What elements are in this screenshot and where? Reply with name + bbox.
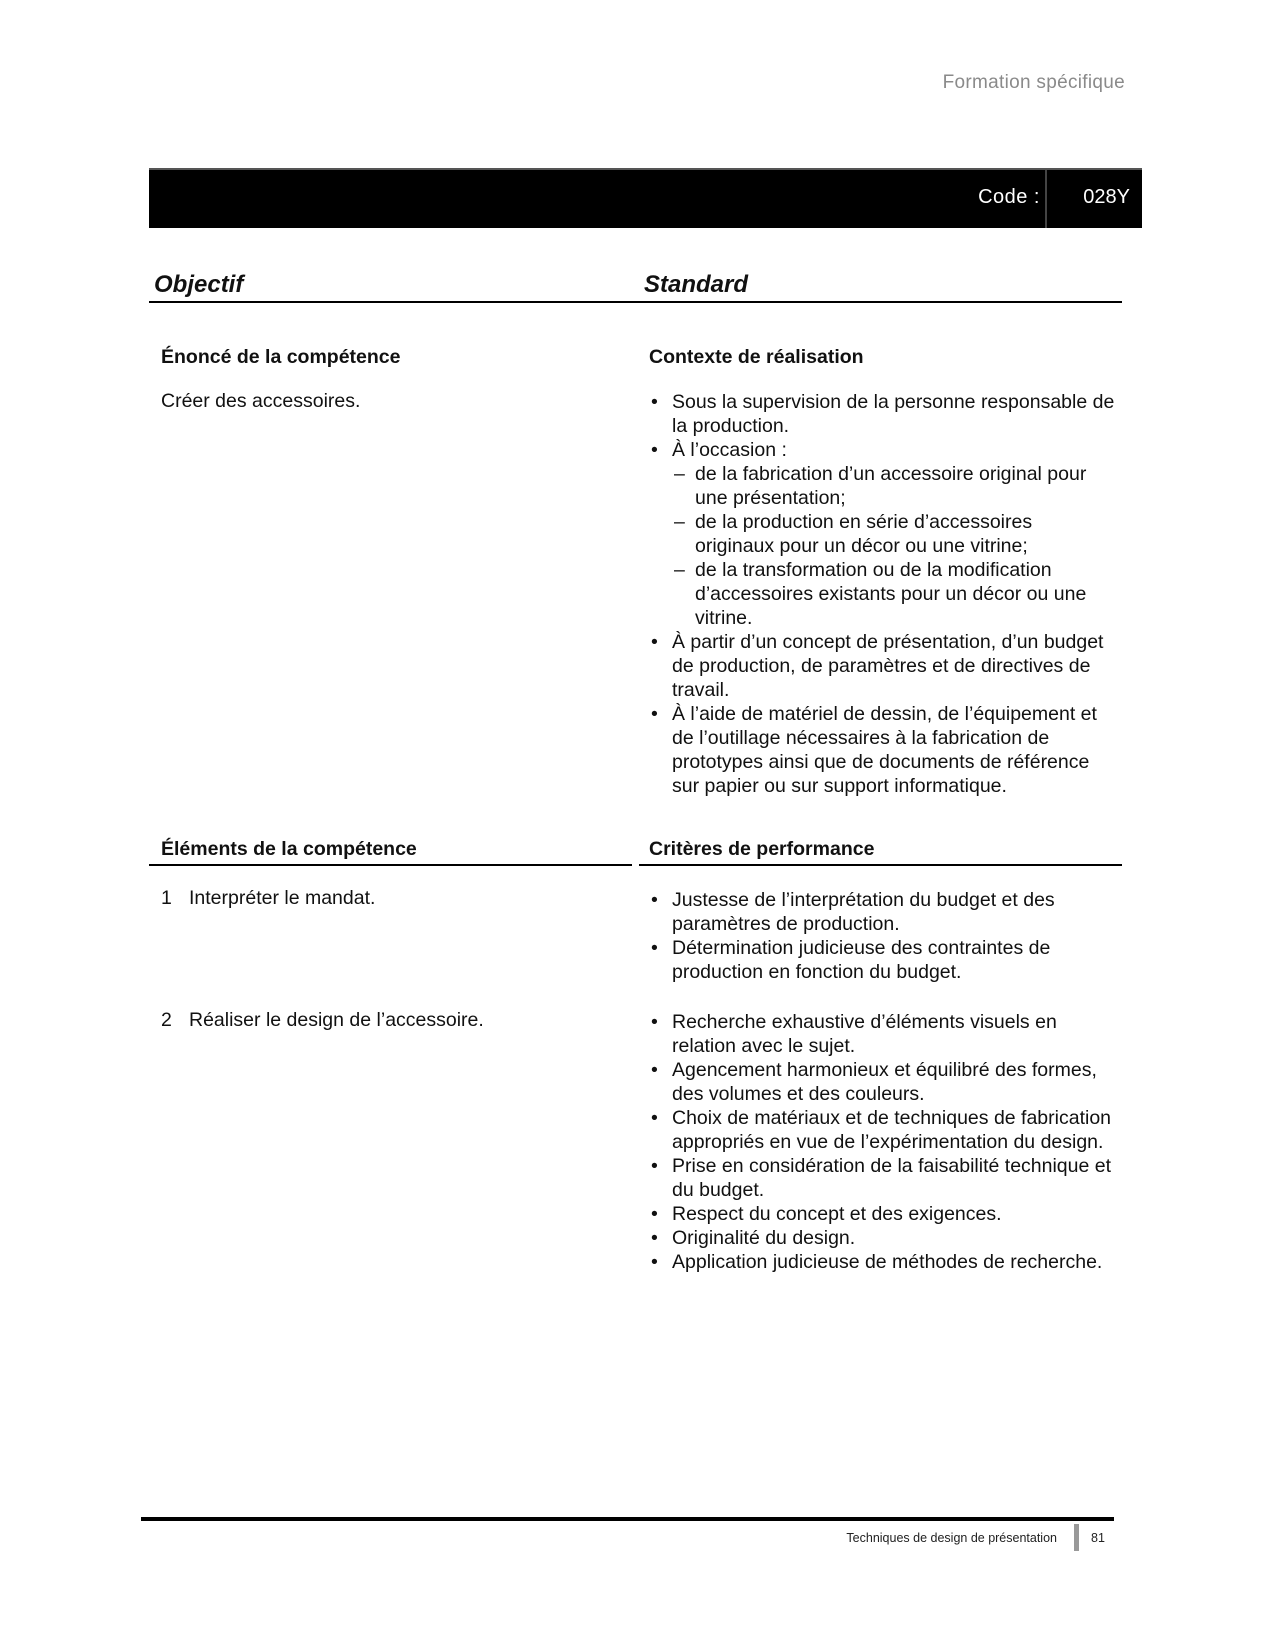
heading-rule — [149, 301, 1122, 303]
contexte-item: • À l’aide de matériel de dessin, de l’équipement et de l’outillage nécessaires à la fabrication de prototypes ainsi que de documents de référence sur papier ou sur support informatique. — [649, 702, 1115, 798]
criteres-heading: Critères de performance — [649, 838, 875, 860]
enonce-heading: Énoncé de la compétence — [161, 346, 401, 368]
contexte-item-label: À l’occasion : — [672, 439, 787, 461]
critere-item: • Respect du concept et des exigences. — [649, 1202, 1115, 1226]
elements-heading: Éléments de la compétence — [161, 838, 417, 860]
contexte-list — [649, 390, 1115, 798]
contexte-subitem: – de la production en série d’accessoires originaux pour un décor ou une vitrine; — [672, 510, 1115, 558]
element-item — [161, 887, 375, 910]
section-header: Formation spécifique — [942, 72, 1125, 93]
code-bar — [149, 168, 1142, 228]
critere-item: • Application judicieuse de méthodes de recherche. — [649, 1250, 1115, 1274]
criteres-rule — [639, 864, 1122, 866]
contexte-item: • Sous la supervision de la personne responsable de la production. — [649, 390, 1115, 438]
code-label: Code : — [978, 186, 1040, 208]
critere-item: • Recherche exhaustive d’éléments visuels en relation avec le sujet. — [649, 1010, 1115, 1058]
critere-item: • Détermination judicieuse des contraintes de production en fonction du budget. — [649, 936, 1115, 984]
critere-item: • Justesse de l’interprétation du budget et des paramètres de production. — [649, 888, 1115, 936]
page-number: 81 — [1091, 1531, 1105, 1545]
objectif-heading: Objectif — [154, 271, 244, 298]
critere-item: • Originalité du design. — [649, 1226, 1115, 1250]
code-separator — [1045, 170, 1047, 228]
contexte-item — [649, 438, 1115, 630]
critere-item: • Agencement harmonieux et équilibré des formes, des volumes et des couleurs. — [649, 1058, 1115, 1106]
code-value: 028Y — [1083, 186, 1130, 208]
enonce-text: Créer des accessoires. — [161, 390, 361, 412]
footer-rule — [141, 1517, 1114, 1521]
element-item — [161, 1009, 484, 1032]
element-text: Réaliser le design de l’accessoire. — [189, 1009, 484, 1031]
criteres-list-1 — [649, 888, 1115, 984]
standard-heading: Standard — [644, 271, 749, 298]
contexte-subitem: – de la transformation ou de la modification d’accessoires existants pour un décor ou une vitrine. — [672, 558, 1115, 630]
contexte-heading: Contexte de réalisation — [649, 346, 864, 368]
criteres-list-2 — [649, 1010, 1115, 1274]
footer-title: Techniques de design de présentation — [846, 1531, 1057, 1545]
critere-item: • Choix de matériaux et de techniques de fabrication appropriés en vue de l’expérimentation du design. — [649, 1106, 1115, 1154]
critere-item: • Prise en considération de la faisabilité technique et du budget. — [649, 1154, 1115, 1202]
contexte-subitem: – de la fabrication d’un accessoire original pour une présentation; — [672, 462, 1115, 510]
element-text: Interpréter le mandat. — [189, 887, 376, 909]
elements-rule — [149, 864, 632, 866]
footer-separator — [1074, 1524, 1079, 1551]
element-number: 2 — [161, 1009, 172, 1031]
contexte-item: • À partir d’un concept de présentation, d’un budget de production, de paramètres et de directives de travail. — [649, 630, 1115, 702]
element-number: 1 — [161, 887, 172, 909]
